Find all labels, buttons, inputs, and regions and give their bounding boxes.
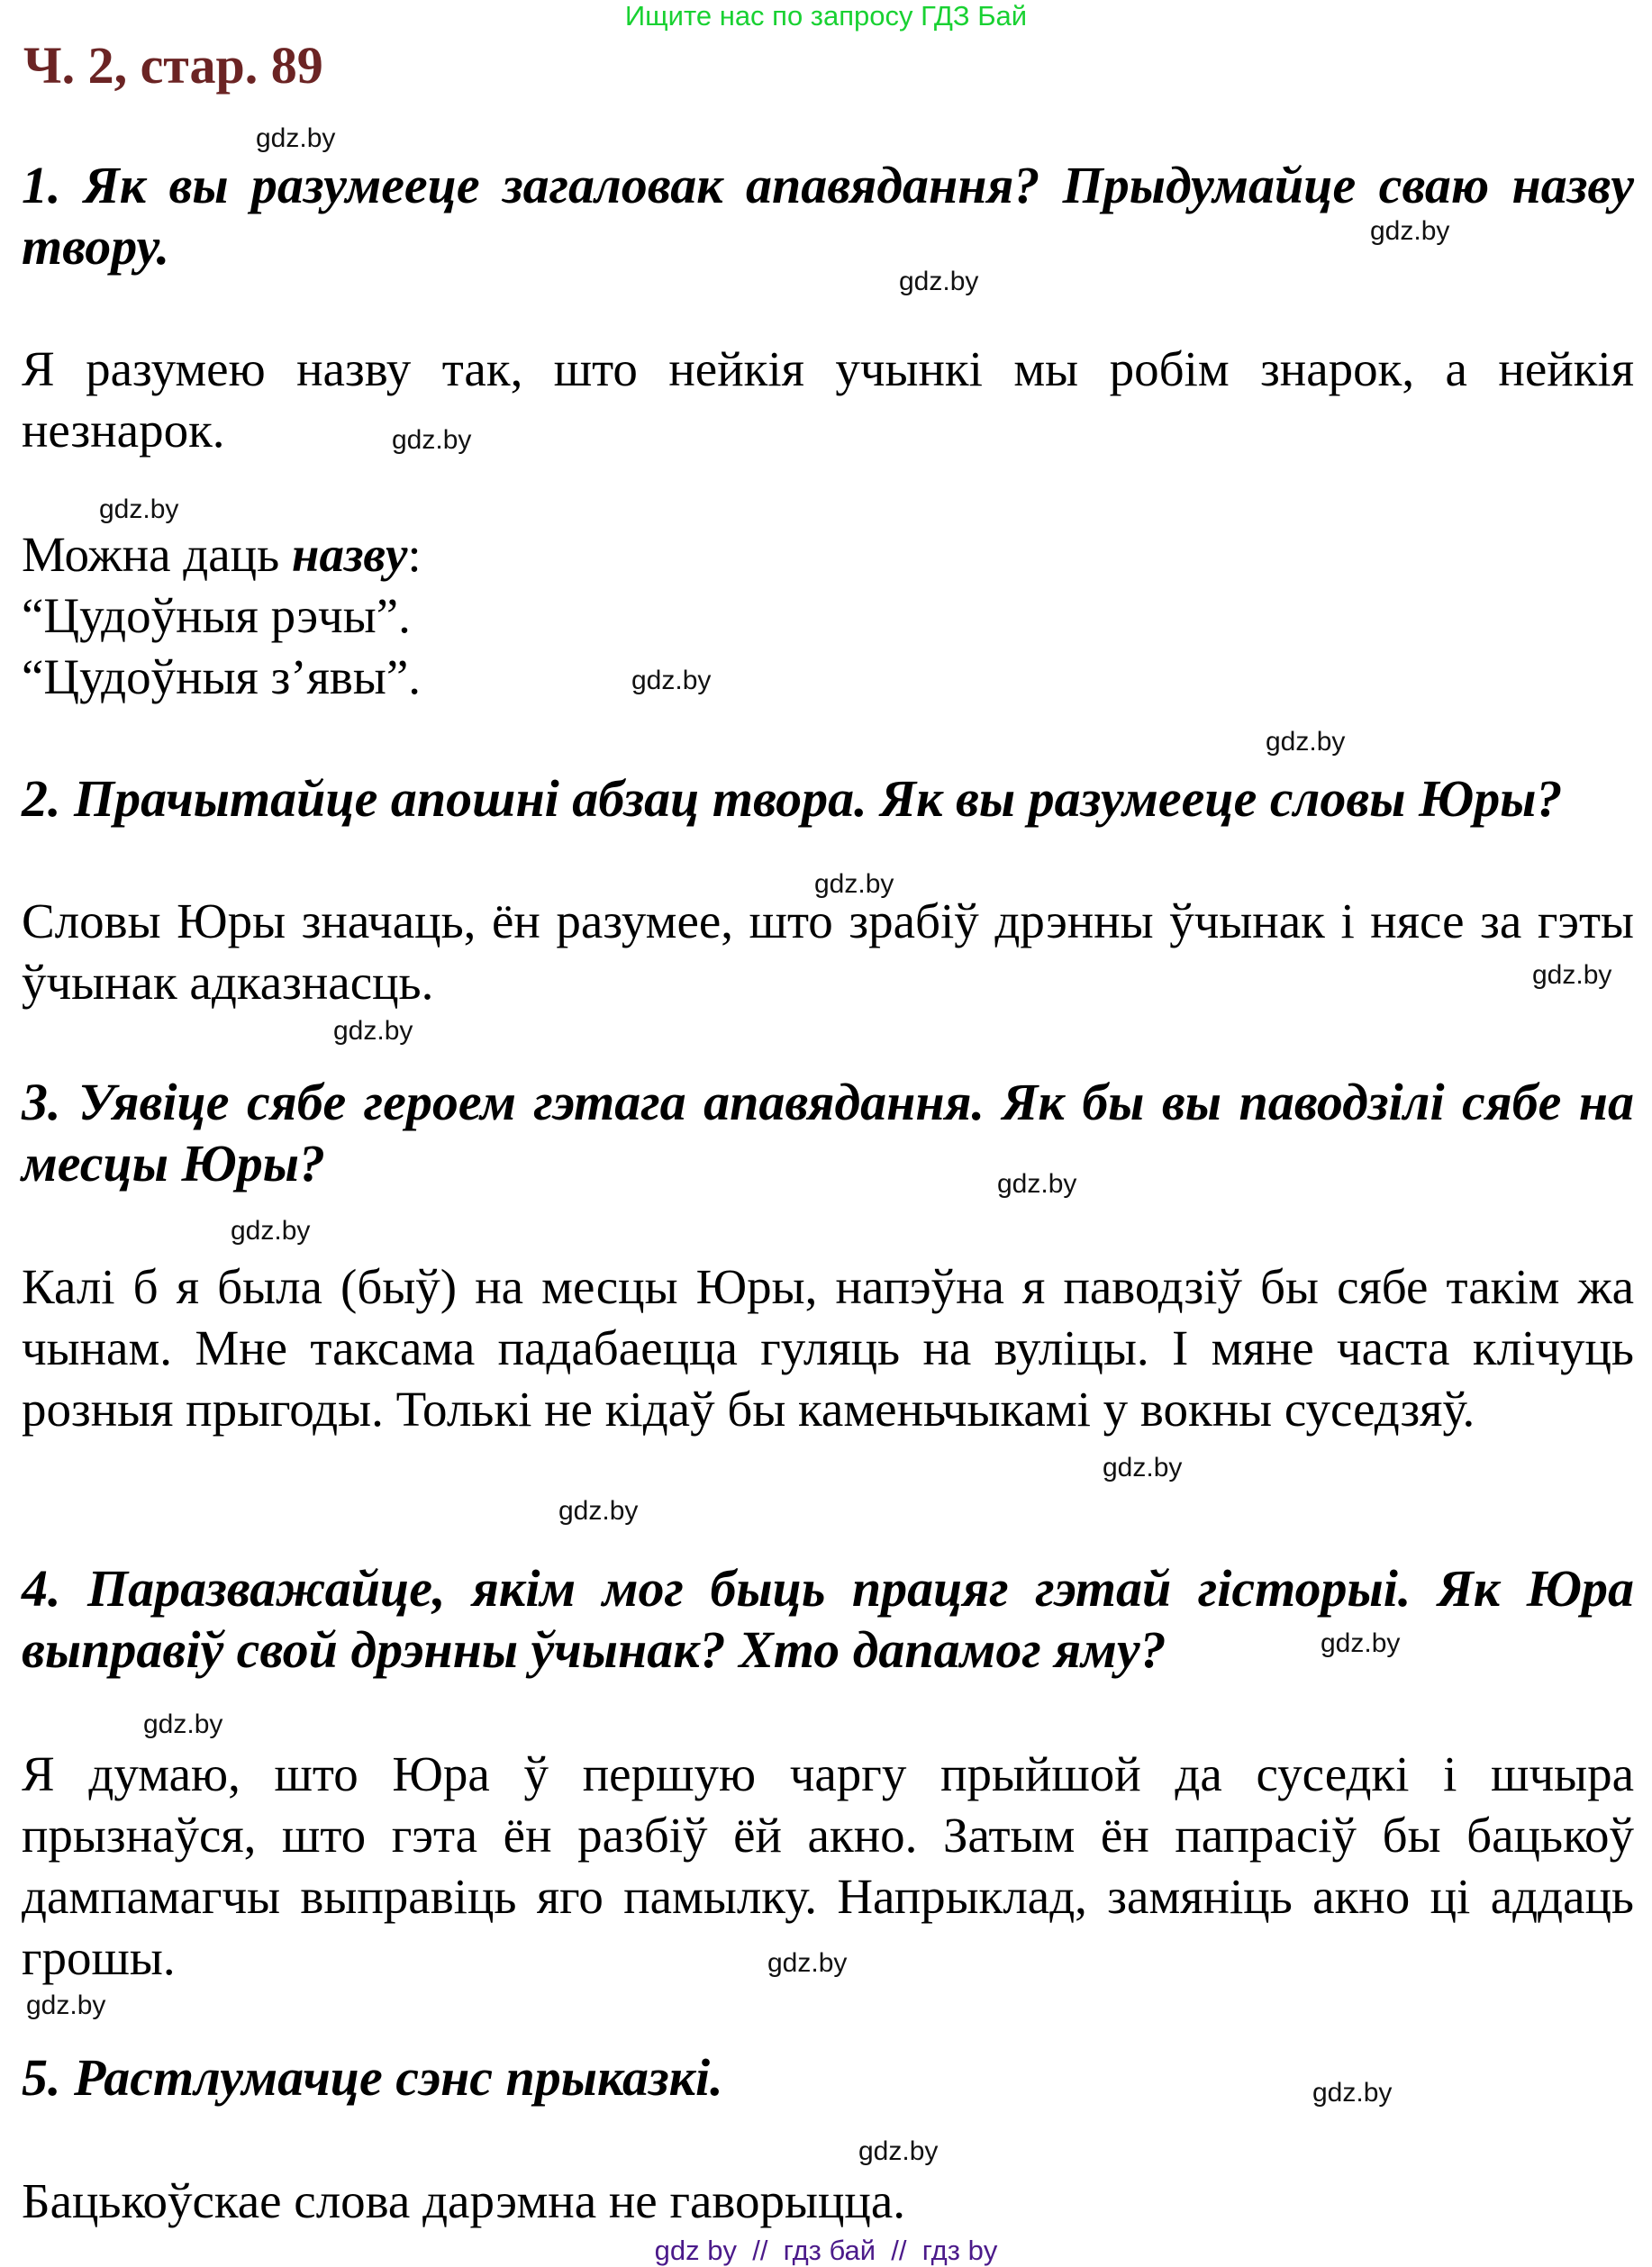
answer-1 bbox=[22, 339, 1634, 461]
intro-prefix: Можна даць bbox=[22, 527, 292, 582]
watermark: gdz.by bbox=[1266, 727, 1346, 757]
answer-4-text: Я думаю, што Юра ў першую чаргу прыйшой да суседкі і шчыра прызнаўся, што гэта ён разбіў ёй акно. Затым ён папрасіў бы бацькоў дампамагчы выправіць яго памылку. Напрыклад, замяніць акно ці аддаць грошы. bbox=[22, 1746, 1634, 1985]
intro-suffix: : bbox=[407, 527, 422, 582]
question-3: 3. Уявіце сябе героем гэтага апавядання. Як бы вы паводзілі сябе на месцы Юры? bbox=[22, 1073, 1634, 1192]
answer-5 bbox=[22, 2171, 1634, 2232]
watermark: gdz.by bbox=[333, 1016, 413, 1046]
question-4: 4. Паразважайце, якім мог быць працяг гэтай гісторыі. Як Юра выправіў свой дрэнны ўчынак? Хто дапамог яму? bbox=[22, 1559, 1634, 1679]
watermark: gdz.by bbox=[1103, 1453, 1183, 1483]
answer-3 bbox=[22, 1256, 1634, 1440]
titles-intro bbox=[22, 524, 1634, 585]
title-option-2: “Цудоўныя з’явы”. bbox=[22, 649, 422, 704]
answer-1-text: Я разумею назву так, што нейкія учынкі мы робім знарок, а нейкія незнарок. bbox=[22, 341, 1634, 458]
watermark: gdz.by bbox=[1312, 2078, 1393, 2108]
watermark: gdz.by bbox=[256, 123, 336, 153]
question-1: 1. Як вы разумееце загаловак апавядання? Прыдумайце сваю назву твору. bbox=[22, 156, 1634, 276]
watermark: gdz.by bbox=[814, 869, 894, 899]
search-banner: Ищите нас по запросу ГДЗ Бай bbox=[624, 0, 1028, 32]
question-2: 2. Прачытайце апошні абзац твора. Як вы разумееце словы Юры? bbox=[22, 769, 1563, 828]
watermark: gdz.by bbox=[899, 267, 979, 296]
watermark: gdz.by bbox=[26, 1990, 106, 2020]
watermark: gdz.by bbox=[1321, 1628, 1401, 1658]
page-title: Ч. 2, стар. 89 bbox=[23, 36, 323, 95]
watermark: gdz.by bbox=[143, 1709, 223, 1739]
footer-links: gdz by // гдз бай // гдз by bbox=[654, 2235, 998, 2266]
answer-1-titles bbox=[22, 524, 1634, 708]
answer-2-text: Словы Юры значаць, ён разумее, што зрабіў дрэнны ўчынак і нясе за гэты ўчынак адказнасць. bbox=[22, 893, 1634, 1010]
answer-5-text: Бацькоўскае слова дарэмна не гаворыцца. bbox=[22, 2173, 906, 2228]
watermark: gdz.by bbox=[99, 494, 179, 524]
watermark: gdz.by bbox=[231, 1216, 311, 1246]
intro-emphasis: назву bbox=[291, 527, 408, 582]
title-option-1: “Цудоўныя рэчы”. bbox=[22, 588, 411, 643]
answer-2 bbox=[22, 891, 1634, 1013]
watermark: gdz.by bbox=[1532, 960, 1612, 990]
watermark: gdz.by bbox=[631, 666, 712, 695]
watermark: gdz.by bbox=[392, 425, 472, 455]
watermark: gdz.by bbox=[558, 1496, 639, 1526]
watermark: gdz.by bbox=[858, 2136, 939, 2166]
watermark: gdz.by bbox=[767, 1948, 848, 1978]
question-5: 5. Растлумачце сэнс прыказкі. bbox=[22, 2048, 723, 2107]
watermark: gdz.by bbox=[1370, 216, 1450, 246]
answer-3-text: Калі б я была (быў) на месцы Юры, напэўна я паводзіў бы сябе такім жа чынам. Мне таксама падабаецца гуляць на вуліцы. І мяне часта клічуць розныя прыгоды. Толькі не кідаў бы каменьчыкамі у вокны суседзяў. bbox=[22, 1259, 1634, 1437]
watermark: gdz.by bbox=[997, 1169, 1077, 1199]
